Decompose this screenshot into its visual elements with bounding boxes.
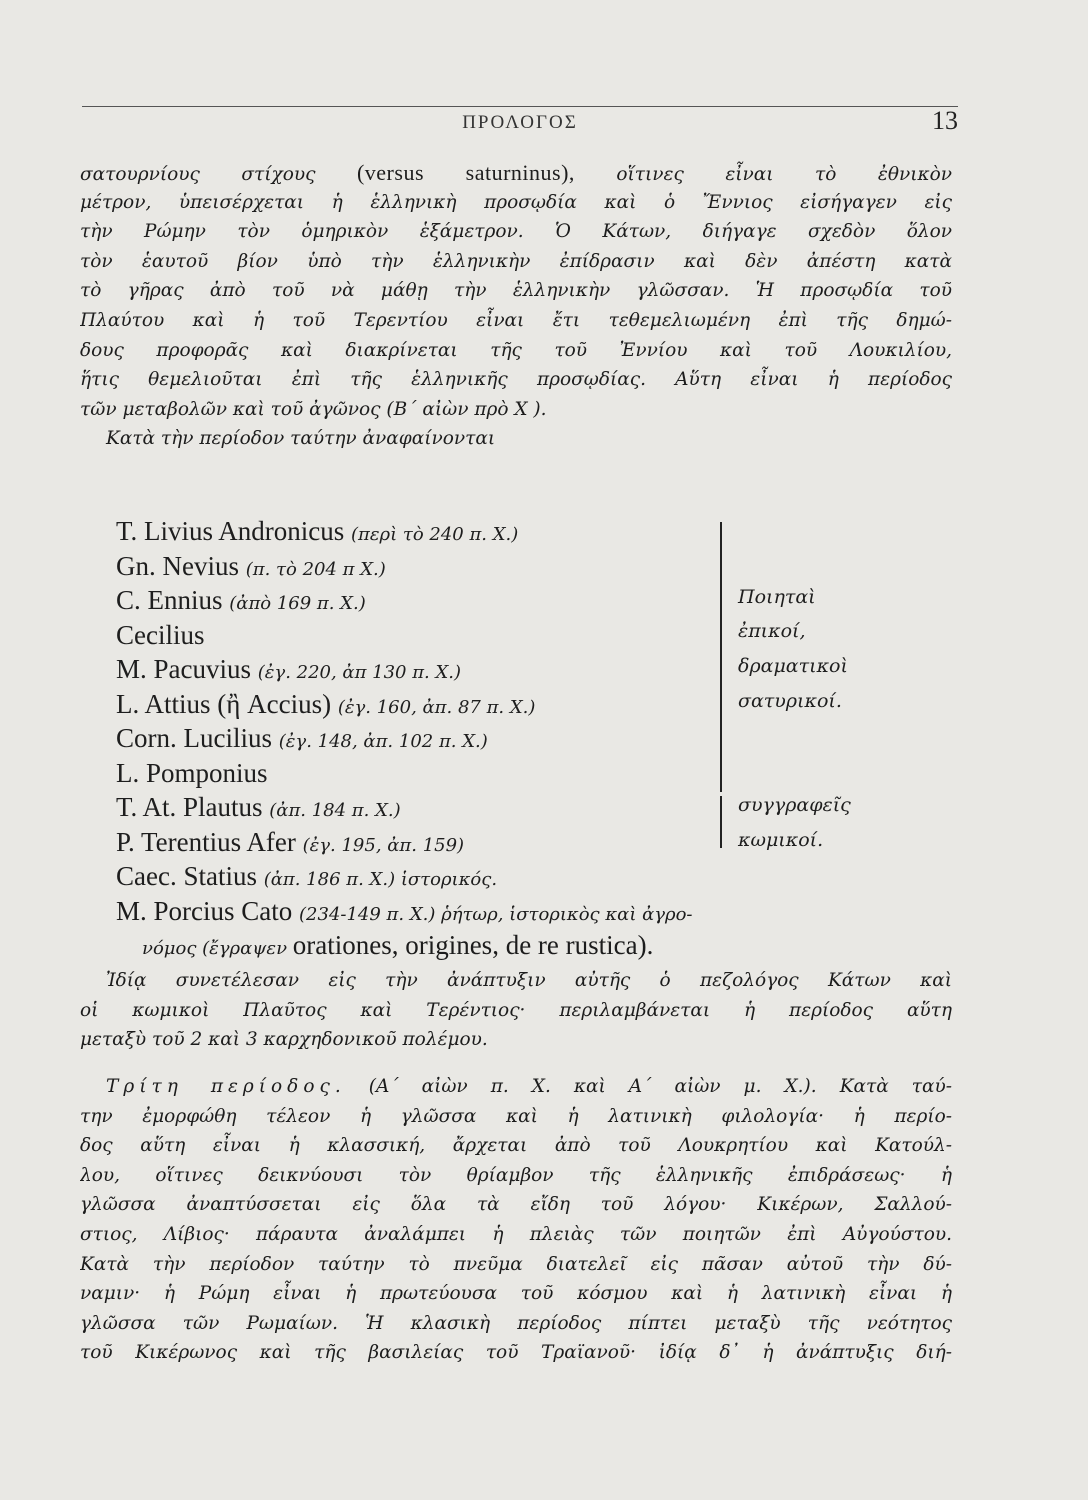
author-row	[116, 859, 736, 894]
author-name: L. Pomponius	[116, 757, 268, 788]
text-line: Πλαύτου καὶ ἡ τοῦ Τερεντίου εἶναι ἔτι τεθεμελιωμένη ἐπὶ τῆς δημώ-	[80, 309, 952, 331]
text-line: την ἐμορφώθη τέλεον ἡ γλῶσσα καὶ ἡ λατινικὴ φιλολογία· ἡ περίο-	[80, 1105, 952, 1127]
category-label: συγγραφεῖς	[738, 794, 851, 816]
paragraph-3	[80, 1072, 952, 1368]
author-row	[116, 790, 736, 825]
text-line: ναμιν· ἡ Ρώμη εἶναι ἡ πρωτεύουσα τοῦ κόσμου καὶ ἡ λατινικὴ εἶναι ἡ	[80, 1283, 952, 1305]
intro-line: Κατὰ τὴν περίοδον ταύτην ἀναφαίνονται	[106, 428, 496, 450]
category-label: ἐπικοί,	[738, 620, 806, 642]
author-name: P. Terentius Afer	[116, 826, 296, 857]
author-note: (περὶ τὸ 240 π. Χ.)	[350, 524, 519, 545]
text-line: τὴν Ρώμην τὸν ὁμηρικὸν ἑξάμετρον. Ὁ Κάτων, διήγαγε σχεδὸν ὅλον	[80, 221, 952, 243]
text-line: ἥτις θεμελιοῦται ἐπὶ τῆς ἑλληνικῆς προσῳδίας. Αὕτη εἶναι ἡ περίοδος	[80, 369, 952, 391]
text-line: Ἰδίᾳ συνετέλεσαν εἰς τὴν ἀνάπτυξιν αὐτῆς ὁ πεζολόγος Κάτων καὶ	[106, 970, 952, 991]
section-heading: Τρίτη περίοδος.	[106, 1076, 346, 1097]
text-line: δους προφορᾶς καὶ διακρίνεται τῆς τοῦ Ἐννίου καὶ τοῦ Λουκιλίου,	[80, 339, 952, 361]
text-line: δος αὕτη εἶναι ἡ κλασσική, ἄρχεται ἀπὸ τοῦ Λουκρητίου καὶ Κατούλ-	[80, 1135, 952, 1157]
author-name: Cecilius	[116, 619, 205, 650]
author-name: M. Porcius Cato	[116, 896, 293, 926]
text-line: οἱ κωμικοὶ Πλαῦτος καὶ Τερέντιος· περιλαμβάνεται ἡ περίοδος αὕτη	[80, 999, 952, 1021]
text-line	[80, 1072, 952, 1102]
paragraph-1	[80, 158, 952, 454]
author-note: (ἀπ. 186 π. Χ.) ἱστορικός.	[263, 869, 498, 890]
category-label: σατυρικοί.	[738, 690, 842, 712]
text-line: στιος, Λίβιος· πάραυτα ἀναλάμπει ἡ πλειὰς τῶν ποιητῶν ἐπὶ Αὐγούστου.	[80, 1223, 952, 1245]
author-name: T. At. Plautus	[116, 792, 263, 822]
page-number: 13	[932, 106, 958, 135]
author-row	[116, 825, 736, 860]
text-line: γλῶσσα ἀναπτύσσεται εἰς ὅλα τὰ εἴδη τοῦ λόγου· Κικέρων, Σαλλού-	[80, 1194, 952, 1216]
author-note: (ἐγ. 220, ἀπ 130 π. Χ.)	[257, 662, 462, 683]
author-note: νόμος (ἔγραψεν	[142, 938, 293, 959]
poets-bracket	[720, 522, 722, 792]
text-line: λου, οἵτινες δεικνύουσι τὸν θρίαμβον τῆς ἑλληνικῆς ἐπιδράσεως· ἡ	[80, 1164, 952, 1186]
text-line: Κατὰ τὴν περίοδον ταύτην τὸ πνεῦμα διατελεῖ εἰς πᾶσαν αὐτοῦ τὴν δύ-	[80, 1253, 952, 1275]
author-name: L. Attius (ἢ Accius)	[116, 688, 332, 719]
author-row	[116, 652, 736, 687]
paragraph-2	[80, 966, 952, 1055]
author-name: Corn. Lucilius	[116, 723, 272, 753]
text-span: οἵτινες εἶναι τὸ ἐθνικὸν	[574, 164, 952, 185]
category-label: κωμικοί.	[738, 829, 824, 851]
author-row	[116, 583, 736, 618]
author-name: Caec. Statius	[116, 861, 257, 891]
text-line: τὸν ἑαυτοῦ βίον ὑπὸ τὴν ἑλληνικὴν ἐπίδρασιν καὶ δὲν ἀπέστη κατὰ	[80, 250, 952, 272]
text-line	[80, 158, 952, 188]
latin-works: orationes, origines, de re rustica).	[292, 930, 654, 960]
author-row	[116, 687, 736, 722]
author-note: (ἀπ. 184 π. Χ.)	[269, 800, 401, 821]
category-label: δραματικοὶ	[738, 655, 848, 677]
text-line: γλῶσσα τῶν Ρωμαίων. Ἡ κλασικὴ περίοδος πίπτει μεταξὺ τῆς νεότητος	[80, 1312, 952, 1334]
author-note: (ἐγ. 148, ἀπ. 102 π. Χ.)	[278, 731, 488, 752]
text-line: μέτρον, ὑπεισέρχεται ἡ ἑλληνικὴ προσῳδία καὶ ὁ Ἔννιος εἰσήγαγεν εἰς	[80, 191, 952, 213]
text-span: (Α΄ αἰὼν π. Χ. καὶ Α΄ αἰὼν μ. Χ.). Κατὰ ταύ-	[345, 1076, 952, 1097]
cato-row	[116, 928, 956, 962]
running-header	[82, 100, 958, 136]
author-row	[116, 721, 736, 756]
cato-entry	[116, 894, 956, 962]
author-name: M. Pacuvius	[116, 654, 251, 684]
author-row	[116, 514, 736, 549]
comic-bracket	[720, 796, 722, 848]
author-row	[116, 549, 736, 584]
category-label: Ποιηταὶ	[738, 586, 816, 608]
text-line: τὸ γῆρας ἀπὸ τοῦ νὰ μάθῃ τὴν ἑλληνικὴν γλῶσσαν. Ἡ προσῳδία τοῦ	[80, 280, 952, 302]
text-line: τῶν μεταβολῶν καὶ τοῦ ἀγῶνος (Β΄ αἰὼν πρὸ Χ ).	[80, 398, 547, 420]
author-row	[116, 618, 736, 653]
author-name: Gn. Nevius	[116, 550, 239, 581]
text-line: τοῦ Κικέρωνος καὶ τῆς βασιλείας τοῦ Τραϊανοῦ· ἰδίᾳ δ᾽ ἡ ἀνάπτυξις διή-	[80, 1342, 952, 1364]
header-rule	[82, 106, 958, 107]
text-span: σατουρνίους στίχους	[80, 164, 357, 185]
author-name: C. Ennius	[116, 585, 223, 615]
cato-row	[116, 894, 956, 928]
author-name: T. Livius Andronicus	[116, 516, 345, 546]
header-title: ΠΡΟΛΟΓΟΣ	[462, 112, 578, 133]
latin-term: (versus saturninus),	[356, 160, 575, 185]
text-line: μεταξὺ τοῦ 2 καὶ 3 καρχηδονικοῦ πολέμου.	[80, 1029, 488, 1051]
author-list	[116, 514, 736, 894]
author-note: (ἐγ. 195, ἀπ. 159)	[302, 834, 465, 856]
author-note: (ἐγ. 160, ἀπ. 87 π. Χ.)	[337, 696, 536, 718]
author-row	[116, 756, 736, 791]
author-note: (234-149 π. Χ.) ῥήτωρ, ἱστορικὸς καὶ ἀγρο-	[299, 904, 693, 925]
author-note: (ἀπὸ 169 π. Χ.)	[229, 593, 366, 614]
author-note: (π. τὸ 204 π Χ.)	[245, 558, 386, 580]
